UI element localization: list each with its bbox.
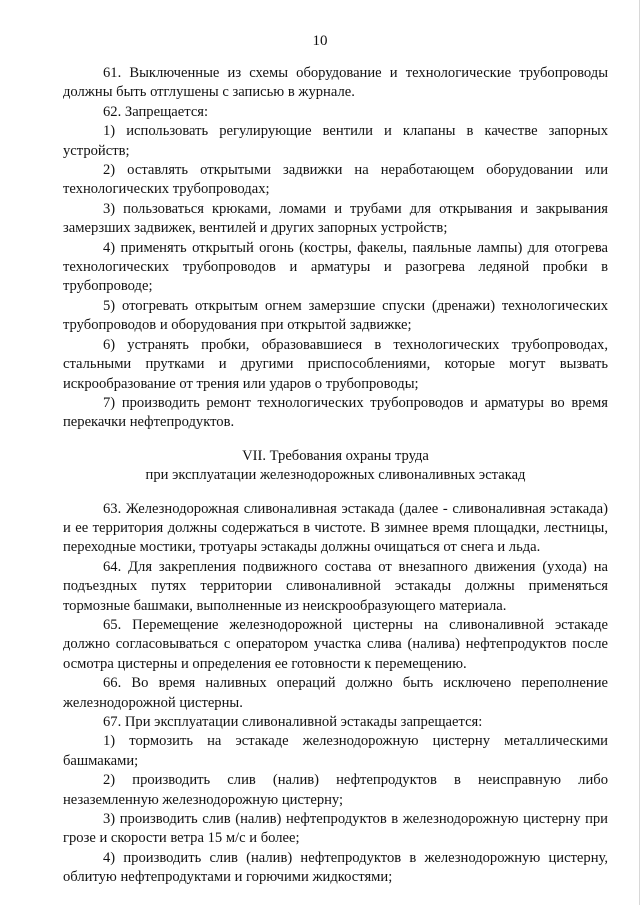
page-number: 10 xyxy=(312,33,328,49)
paragraph-61: 61. Выключенные из схемы оборудование и технологические трубопроводы должны быть отглушены с записью в журнале. xyxy=(63,65,608,101)
paragraph-64: 64. Для закрепления подвижного состава от внезапного движения (ухода) на подъездных путях территории сливоналивной эстакады должны применяться тормозные башмаки, выполненные из неискрообразующего материала. xyxy=(63,558,608,614)
document-body xyxy=(63,64,608,888)
paragraph-65: 65. Перемещение железнодорожной цистерны на сливоналивной эстакаде должно согласовываться с оператором участка слива (налива) нефтепродуктов после осмотра цистерны и определения ее готовности к перемещению. xyxy=(63,616,608,672)
paragraph-66: 66. Во время наливных операций должно быть исключено переполнение железнодорожной цистерны. xyxy=(63,675,608,711)
list-item-62-6: 6) устранять пробки, образовавшиеся в технологических трубопроводах, стальными прутками и другими приспособлениями, которые могут вызвать искрообразование от трения или ударов о трубопроводы; xyxy=(63,336,608,392)
list-item-62-4: 4) применять открытый огонь (костры, факелы, паяльные лампы) для отогрева технологических трубопроводов и арматуры и разогрева ледяной пробки в трубопроводе; xyxy=(63,239,608,295)
list-item-67-1: 1) тормозить на эстакаде железнодорожную цистерну металлическими башмаками; xyxy=(63,733,608,769)
list-item-67-4: 4) производить слив (налив) нефтепродуктов в железнодорожную цистерну, облитую нефтепродуктами и горючими жидкостями; xyxy=(63,849,608,886)
paragraph-63: 63. Железнодорожная сливоналивная эстакада (далее - сливоналивная эстакада) и ее территория должны содержаться в чистоте. В зимнее время площадки, лестницы, переходные мостики, тротуары эстакады должны очищаться от снега и льда. xyxy=(63,500,608,556)
paragraph-62: 62. Запрещается: xyxy=(103,103,209,120)
section-heading-line-1: VII. Требования охраны труда xyxy=(242,447,429,464)
section-heading-line-2: при эксплуатации железнодорожных сливоналивных эстакад xyxy=(145,467,526,484)
list-item-62-3: 3) пользоваться крюками, ломами и трубами для открывания и закрывания замерзших задвижек, вентилей и других запорных устройств; xyxy=(63,200,608,237)
list-item-67-2: 2) производить слив (налив) нефтепродуктов в неисправную либо незаземленную железнодорожную цистерну; xyxy=(63,772,608,808)
list-item-62-5: 5) отогревать открытым огнем замерзшие спуски (дренажи) технологических трубопроводов и оборудования при открытой задвижке; xyxy=(63,297,608,334)
list-item-62-7: 7) производить ремонт технологических трубопроводов и арматуры во время перекачки нефтепродуктов. xyxy=(63,394,608,431)
list-item-62-2: 2) оставлять открытыми задвижки на неработающем оборудовании или технологических трубопроводах; xyxy=(63,162,608,198)
paragraph-67: 67. При эксплуатации сливоналивной эстакады запрещается: xyxy=(103,714,483,730)
list-item-62-1: 1) использовать регулирующие вентили и клапаны в качестве запорных устройств; xyxy=(63,123,608,159)
section-heading xyxy=(63,447,608,486)
list-item-67-3: 3) производить слив (налив) нефтепродуктов в железнодорожную цистерну при грозе и скорости ветра 15 м/с и более; xyxy=(63,811,608,847)
section-spacer xyxy=(63,486,608,500)
